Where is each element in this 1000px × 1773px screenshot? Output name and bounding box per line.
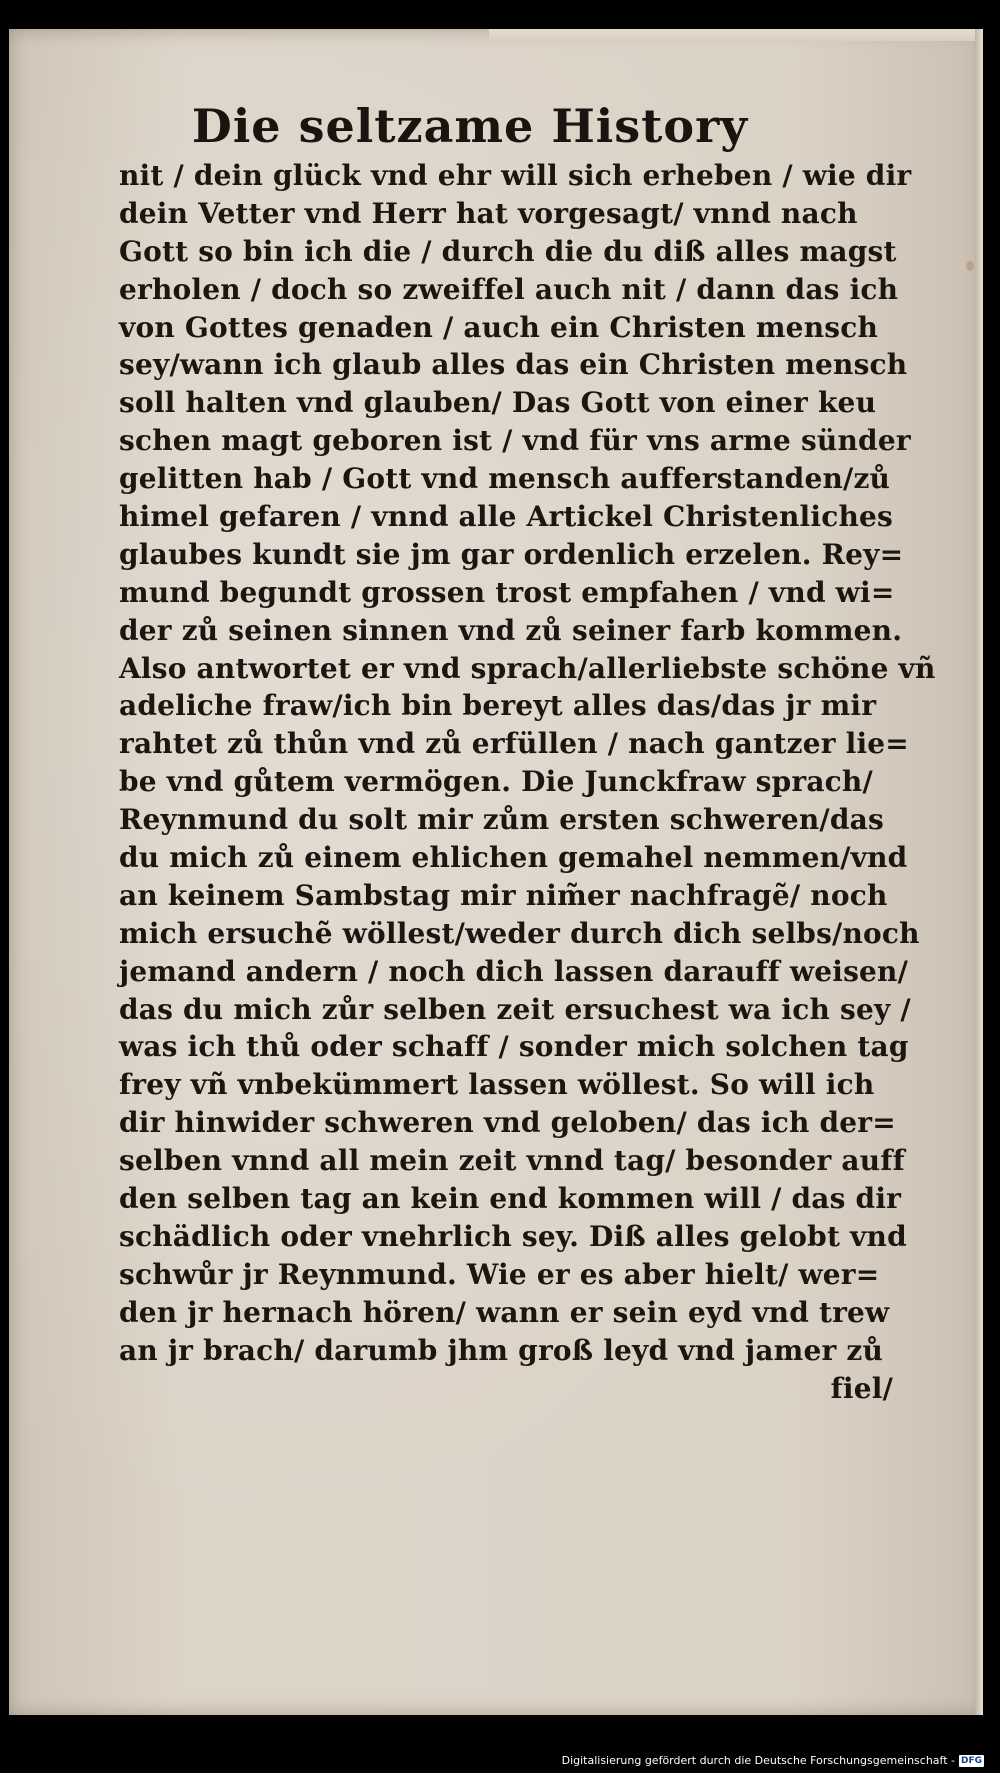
text-line: schen magt geboren ist / vnd für vns arme sünder <box>119 424 911 458</box>
text-line: schwůr jr Reynmund. Wie er es aber hielt/ wer= <box>119 1257 880 1291</box>
text-line: mich ersuchẽ wöllest/weder durch dich selbs/noch <box>119 916 920 950</box>
ink-blot <box>966 261 974 271</box>
book-page <box>9 29 983 1715</box>
text-line: Gott so bin ich die / durch die du diß alles magst <box>119 234 897 268</box>
text-line: schädlich oder vnehrlich sey. Diß alles gelobt vnd <box>119 1219 907 1253</box>
text-line: den selben tag an kein end kommen will / das dir <box>119 1182 902 1216</box>
credit-text: Digitalisierung gefördert durch die Deutsche Forschungsgemeinschaft - <box>561 1754 955 1767</box>
text-block <box>119 157 939 1407</box>
text-line: was ich thů oder schaff / sonder mich solchen tag <box>119 1030 909 1064</box>
text-line: frey vñ vnbekümmert lassen wöllest. So will ich <box>119 1068 875 1102</box>
page-right-edge <box>975 29 983 1715</box>
running-head: Die seltzame History <box>191 99 749 153</box>
text-line: an keinem Sambstag mir nim̃er nachfragẽ/ noch <box>119 878 888 912</box>
text-line: gelitten hab / Gott vnd mensch aufferstanden/zů <box>119 462 891 496</box>
text-line: selben vnnd all mein zeit vnnd tag/ besonder auff <box>119 1144 905 1178</box>
text-line: von Gottes genaden / auch ein Christen mensch <box>119 310 879 344</box>
text-line: himel gefaren / vnnd alle Artickel Christenliches <box>119 500 893 534</box>
text-line: erholen / doch so zweiffel auch nit / dann das ich <box>119 272 899 306</box>
text-line: Also antwortet er vnd sprach/allerliebste schöne vñ <box>119 651 936 685</box>
page-top-edge <box>489 29 983 41</box>
text-line: Reynmund du solt mir zům ersten schweren/das <box>119 803 884 837</box>
text-line: nit / dein glück vnd ehr will sich erheben / wie dir <box>119 159 912 192</box>
text-line: dir hinwider schweren vnd geloben/ das ich der= <box>119 1106 896 1140</box>
text-line: das du mich zůr selben zeit ersuchest wa ich sey / <box>119 992 911 1026</box>
text-line: rahtet zů thůn vnd zů erfüllen / nach gantzer lie= <box>119 727 909 761</box>
digitization-credit <box>562 1754 984 1767</box>
text-line: adeliche fraw/ich bin bereyt alles das/das jr mir <box>119 689 877 723</box>
catchword: fiel/ <box>830 1371 893 1405</box>
text-line: glaubes kundt sie jm gar ordenlich erzelen. Rey= <box>119 537 904 571</box>
text-line: den jr hernach hören/ wann er sein eyd vnd trew <box>119 1295 890 1329</box>
text-line: an jr brach/ darumb jhm groß leyd vnd jamer zů <box>119 1333 884 1367</box>
text-line: du mich zů einem ehlichen gemahel nemmen/vnd <box>119 841 908 875</box>
text-line: mund begundt grossen trost empfahen / vnd wi= <box>119 575 895 609</box>
text-line: der zů seinen sinnen vnd zů seiner farb kommen. <box>119 613 903 647</box>
text-line: be vnd gůtem vermögen. Die Junckfraw sprach/ <box>119 765 873 799</box>
text-line: soll halten vnd glauben/ Das Gott von einer keu <box>119 386 877 420</box>
text-line: jemand andern / noch dich lassen darauff weisen/ <box>119 954 909 988</box>
text-line: dein Vetter vnd Herr hat vorgesagt/ vnnd nach <box>119 196 858 230</box>
text-line: sey/wann ich glaub alles das ein Christen mensch <box>119 348 908 382</box>
dfg-logo: DFG <box>960 1755 982 1766</box>
